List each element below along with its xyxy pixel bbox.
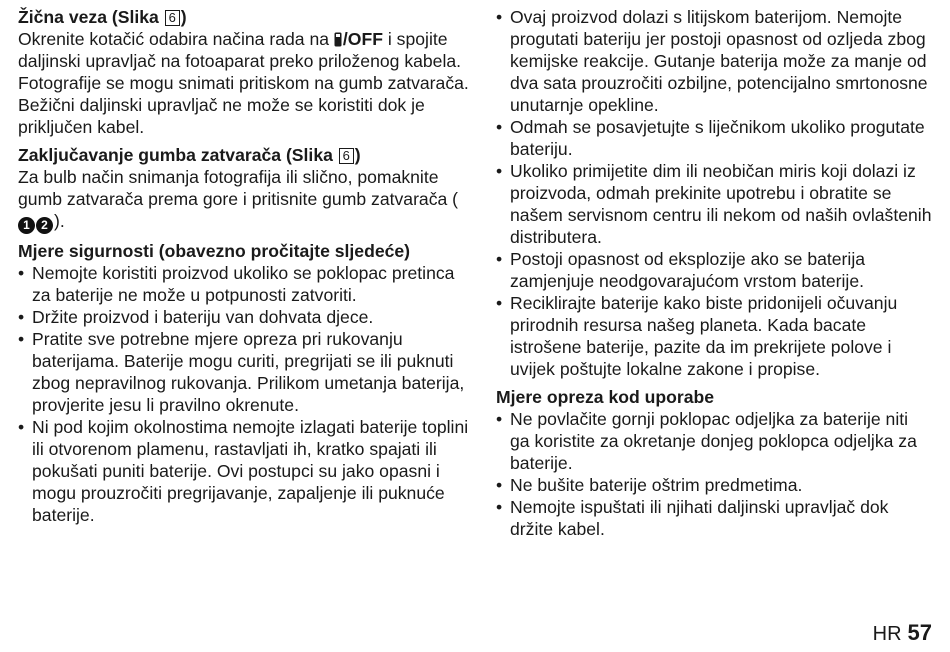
safety-section bbox=[18, 240, 470, 526]
figure-number-box: 6 bbox=[165, 10, 180, 26]
step-1-badge: 1 bbox=[18, 217, 35, 234]
usage-precautions-heading: Mjere opreza kod uporabe bbox=[496, 387, 715, 407]
left-column bbox=[18, 6, 470, 532]
list-item: • Odmah se posavjetujte s liječnikom ukoliko progutate bateriju. bbox=[496, 116, 932, 160]
list-item: • Držite proizvod i bateriju van dohvata djece. bbox=[18, 306, 470, 328]
list-item: • Ne bušite baterije oštrim predmetima. bbox=[496, 474, 932, 496]
wired-connection-text: Okrenite kotačić odabira načina rada na /OFF i spojite daljinski upravljač na fotoaparat preko priloženog kabela. Fotografije se mogu snimati pritiskom na gumb zatvarača. Bežični daljinski upravljač ne može se koristiti dok je priključen kabel. bbox=[18, 29, 469, 137]
page-number: 57 bbox=[907, 620, 932, 645]
list-item: • Ukoliko primijetite dim ili neobičan miris koji dolazi iz proizvoda, odmah prekinite upotrebu i obratite se našem servisnom centru ili nekom od naših ovlaštenih distributera. bbox=[496, 160, 932, 248]
page-footer bbox=[873, 620, 932, 646]
list-item: • Ni pod kojim okolnostima nemojte izlagati baterije toplini ili otvorenom plamenu, rastavljati ih, kratko spajati ili pokušati puniti baterije. Ovi postupci su jako opasni i mogu prouzročiti pregrijavanje, zapaljenje ili puknuće baterije. bbox=[18, 416, 470, 526]
shutter-lock-heading: Zaključavanje gumba zatvarača (Slika 6 ) bbox=[18, 145, 361, 165]
mode-off-label: /OFF bbox=[342, 29, 383, 49]
usage-precautions-list bbox=[496, 408, 932, 540]
shutter-lock-section bbox=[18, 144, 470, 234]
list-item: • Nemojte ispuštati ili njihati daljinski upravljač dok držite kabel. bbox=[496, 496, 932, 540]
wired-connection-section bbox=[18, 6, 470, 138]
battery-warnings-section bbox=[496, 6, 932, 380]
shutter-lock-text: Za bulb način snimanja fotografija ili slično, pomaknite gumb zatvarača prema gore i pritisnite gumb zatvarača (1 2 ). bbox=[18, 167, 459, 232]
list-item: • Pratite sve potrebne mjere opreza pri rukovanju baterijama. Baterije mogu curiti, pregrijati se ili puknuti zbog nepravilnog rukovanja. Prilikom umetanja baterija, provjerite jesu li pravilno okrenute. bbox=[18, 328, 470, 416]
list-item: • Nemojte koristiti proizvod ukoliko se poklopac pretinca za baterije ne može u potpunosti zatvoriti. bbox=[18, 262, 470, 306]
usage-precautions-section bbox=[496, 386, 932, 540]
language-code: HR bbox=[872, 623, 902, 645]
safety-list bbox=[18, 262, 470, 526]
battery-warnings-list bbox=[496, 6, 932, 380]
list-item: • Ovaj proizvod dolazi s litijskom baterijom. Nemojte progutati bateriju jer postoji opasnost od ozljeda zbog kemijske reakcije. Gutanje baterija može za manje od dva sata prouzročiti ozbiljne, potencijalno smrtonosne unutarnje opekline. bbox=[496, 6, 932, 116]
wired-connection-heading: Žična veza (Slika 6 ) bbox=[18, 7, 187, 27]
step-2-badge: 2 bbox=[36, 217, 53, 234]
remote-icon bbox=[334, 32, 342, 47]
list-item: • Ne povlačite gornji poklopac odjeljka za baterije niti ga koristite za okretanje donjeg poklopca odjeljka za baterije. bbox=[496, 408, 932, 474]
safety-heading: Mjere sigurnosti (obavezno pročitajte sljedeće) bbox=[18, 241, 411, 261]
list-item: • Reciklirajte baterije kako biste pridonijeli očuvanju prirodnih resursa našeg planeta. Kada bacate istrošene baterije, pazite da im prekrijete polove i uvijek poštujte lokalne zakone i propise. bbox=[496, 292, 932, 380]
list-item: • Postoji opasnost od eksplozije ako se baterija zamjenjuje neodgovarajućom vrstom baterije. bbox=[496, 248, 932, 292]
right-column bbox=[496, 6, 932, 546]
figure-number-box: 6 bbox=[339, 148, 354, 164]
